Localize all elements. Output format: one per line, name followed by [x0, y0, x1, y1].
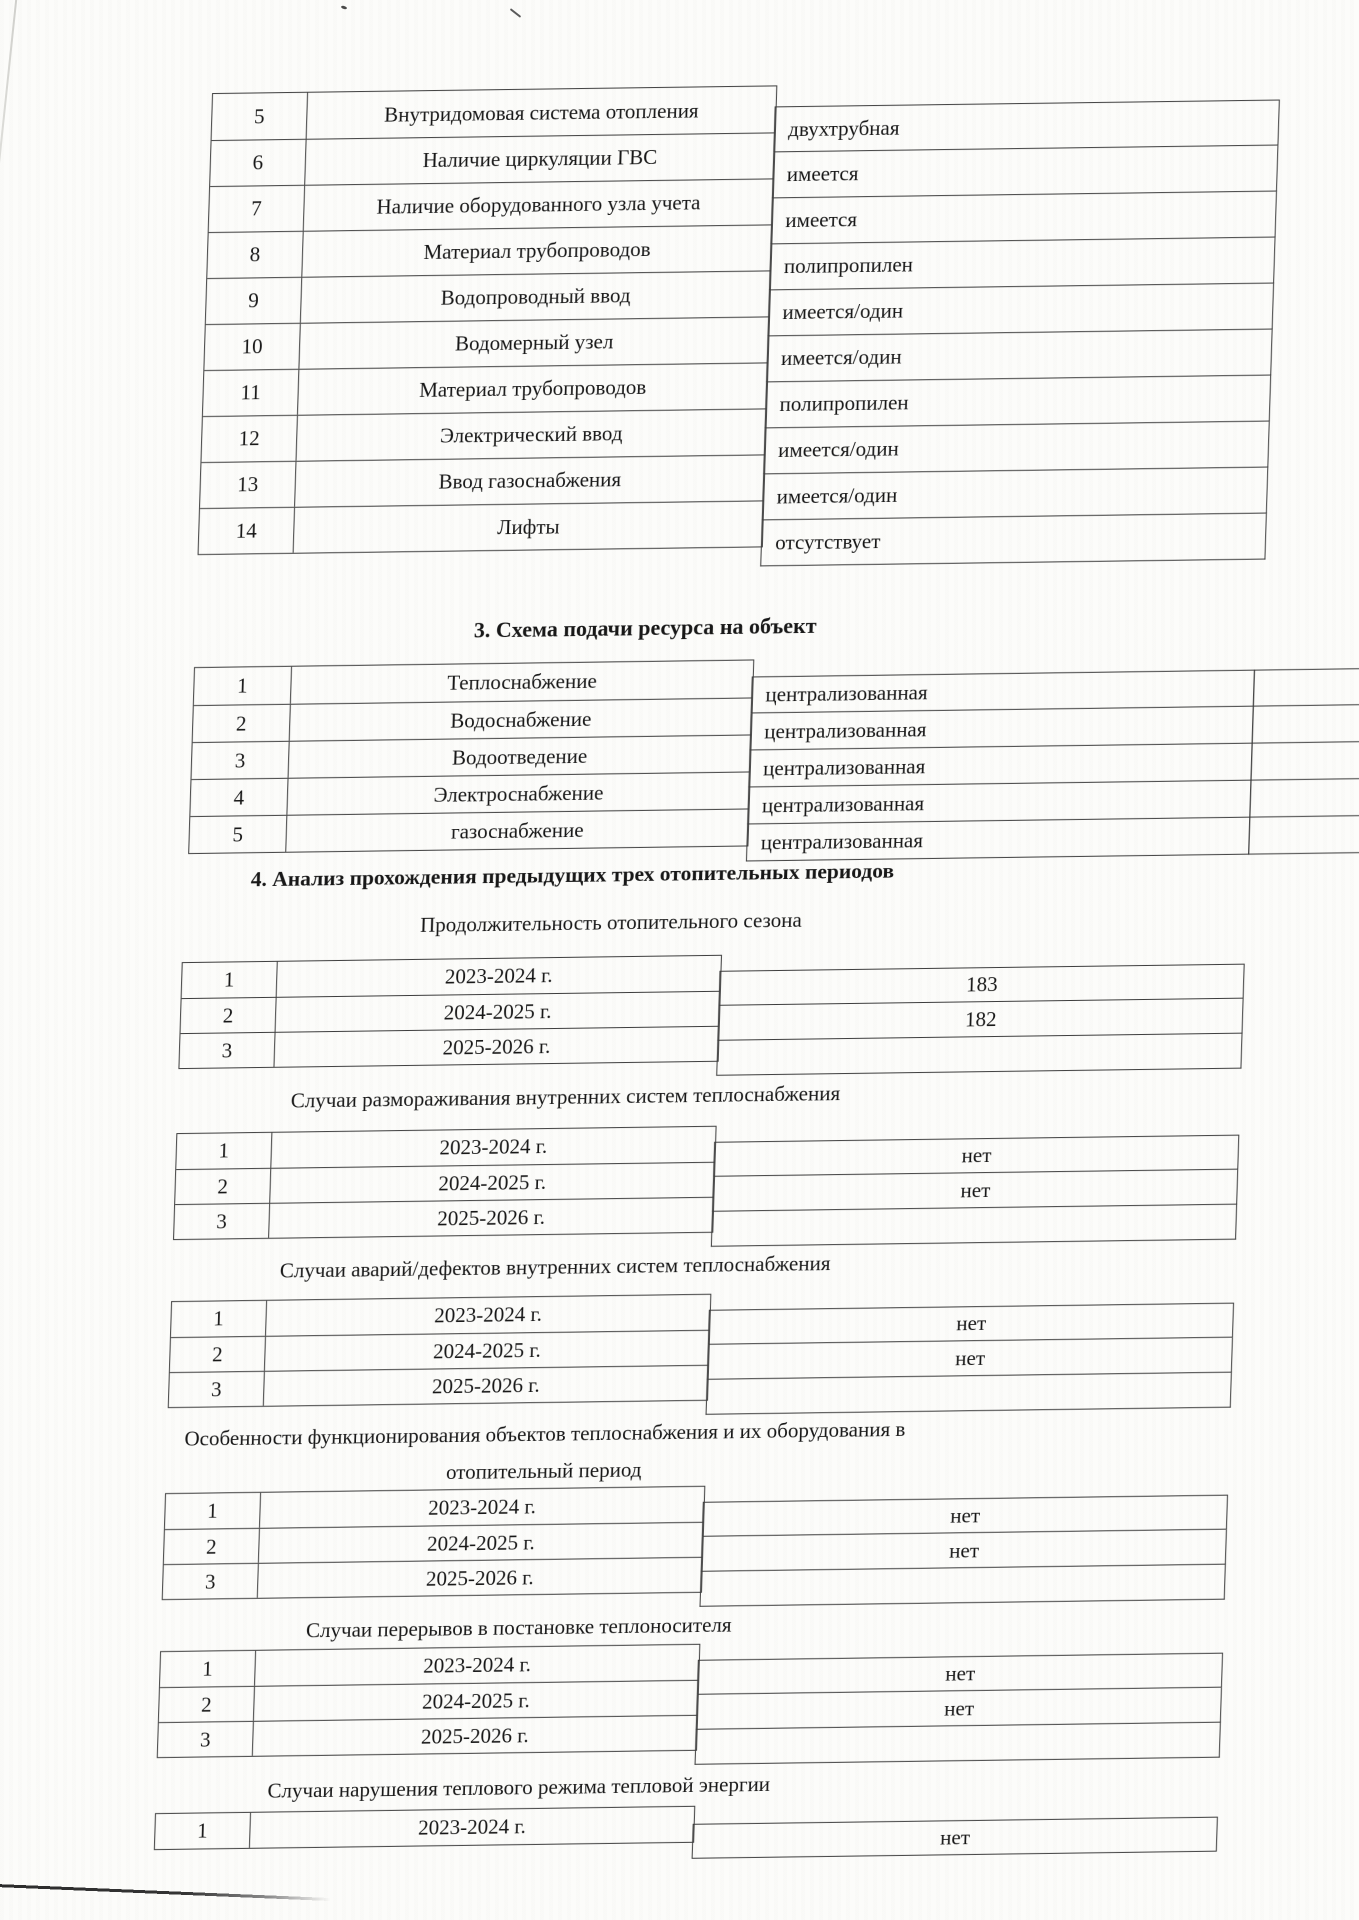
row-label: 2023-2024 г.	[422, 1652, 532, 1678]
row-label: 2024-2025 г.	[443, 998, 552, 1025]
table-row	[199, 500, 764, 554]
empty-cell	[1249, 778, 1359, 817]
row-value: нет	[697, 1653, 1223, 1695]
row-number: 2	[181, 998, 277, 1033]
row-number: 11	[203, 370, 299, 416]
table-row	[201, 408, 766, 462]
row-number: 1	[155, 1813, 251, 1849]
table-row	[192, 734, 751, 779]
table-row	[206, 270, 771, 324]
row-number: 7	[209, 186, 305, 232]
row-value: нет	[702, 1495, 1228, 1537]
table-row	[200, 454, 765, 508]
row-label: Наличие циркуляции ГВС	[422, 144, 658, 173]
season-table-main	[154, 1806, 695, 1850]
table-row	[203, 362, 768, 416]
table-row	[158, 1715, 697, 1757]
row-label: 2025-2026 г.	[420, 1722, 530, 1749]
row-label: Внутридомовая система отопления	[383, 97, 700, 127]
section3-heading: 3. Схема подачи ресурса на объект	[473, 612, 818, 643]
empty-cell	[1248, 815, 1359, 854]
value-column	[761, 100, 1281, 567]
row-label: Водопроводный ввод	[440, 283, 631, 310]
row-label: 2025-2026 г.	[425, 1564, 535, 1591]
table-row	[182, 956, 721, 998]
row-label: 2024-2025 г.	[438, 1169, 547, 1196]
value-column	[692, 1817, 1218, 1859]
empty-cell	[1253, 667, 1359, 706]
table-row	[212, 86, 777, 140]
table-row	[155, 1807, 694, 1849]
table-row	[189, 808, 748, 853]
row-value: 182	[718, 999, 1244, 1041]
table-title: Случаи нарушения теплового режима тепловой энергии	[267, 1771, 771, 1803]
row-value: нет	[692, 1817, 1218, 1859]
season-table-main	[173, 1126, 717, 1240]
row-value	[717, 1034, 1243, 1076]
row-label: 2023-2024 г.	[427, 1494, 537, 1520]
row-value: централизованная	[751, 670, 1255, 714]
empty-cell	[1251, 704, 1359, 743]
row-number: 13	[200, 462, 296, 508]
value-column	[706, 1303, 1235, 1415]
table-row	[210, 132, 775, 186]
table-title: Продолжительность отопительного сезона	[419, 907, 803, 937]
row-number: 2	[193, 705, 291, 742]
value-column	[695, 1653, 1224, 1765]
row-label: 2024-2025 г.	[432, 1337, 542, 1364]
resource-table-main	[188, 659, 754, 854]
season-table-main	[157, 1644, 701, 1758]
table-row	[207, 224, 772, 278]
row-value: централизованная	[749, 744, 1253, 788]
row-number: 10	[204, 324, 300, 370]
row-number: 12	[201, 416, 297, 462]
season-table-main	[178, 955, 722, 1069]
row-number: 1	[182, 962, 278, 998]
row-value: нет	[696, 1688, 1222, 1730]
row-value	[700, 1565, 1226, 1607]
row-value: 183	[719, 964, 1245, 1006]
table-row	[193, 697, 752, 742]
table-row	[209, 178, 774, 232]
row-label: Электроснабжение	[433, 779, 604, 807]
section4-heading: 4. Анализ прохождения предыдущих трех отопительных периодов	[250, 858, 895, 892]
row-label: 2025-2026 г.	[436, 1204, 546, 1231]
row-label: Водоотведение	[451, 743, 588, 770]
row-number: 1	[194, 667, 292, 705]
row-number: 14	[199, 508, 295, 554]
row-number: 2	[159, 1687, 255, 1722]
row-value: централизованная	[750, 707, 1254, 751]
table-row	[176, 1127, 715, 1169]
extra-column	[1248, 667, 1359, 854]
row-number: 3	[169, 1372, 265, 1407]
table-row	[179, 1026, 718, 1068]
row-number: 3	[192, 742, 290, 779]
table-row	[165, 1487, 704, 1529]
row-label: 2023-2024 г.	[444, 963, 554, 989]
row-value: нет	[701, 1530, 1227, 1572]
table-title: Случаи перерывов в постановке теплоносителя	[305, 1612, 733, 1643]
row-label: Ввод газоснабжения	[438, 467, 622, 494]
table-row	[170, 1330, 709, 1372]
row-value: имеется	[772, 146, 1279, 199]
table-title: Особенности функционирования объектов теплоснабжения и их оборудования в отопительный период	[184, 1417, 906, 1485]
row-number: 5	[189, 816, 287, 853]
row-value	[711, 1205, 1237, 1247]
table-row	[159, 1680, 698, 1722]
row-value	[695, 1723, 1221, 1765]
row-label: 2025-2026 г.	[431, 1372, 541, 1399]
row-number: 3	[158, 1722, 254, 1757]
value-column	[717, 964, 1246, 1076]
row-label: Водомерный узел	[454, 329, 614, 356]
row-value: нет	[712, 1170, 1238, 1212]
row-label: Электрический ввод	[439, 421, 623, 448]
row-value: нет	[707, 1338, 1233, 1380]
table-row	[194, 660, 753, 705]
row-label: 2023-2024 г.	[433, 1302, 543, 1328]
row-value: нет	[713, 1135, 1239, 1177]
row-number: 2	[170, 1337, 266, 1372]
row-number: 3	[179, 1033, 275, 1068]
row-number: 1	[165, 1493, 261, 1529]
row-value	[706, 1373, 1232, 1415]
row-number: 6	[210, 140, 306, 186]
row-number: 9	[206, 278, 302, 324]
row-value: имеется/один	[762, 468, 1269, 521]
row-value: полипропилен	[765, 376, 1272, 429]
row-label: Водоснабжение	[449, 706, 592, 733]
empty-cell	[1250, 741, 1359, 780]
equipment-table-main	[198, 85, 778, 555]
row-label: Лифты	[496, 514, 561, 540]
value-column	[746, 670, 1255, 862]
row-number: 1	[160, 1651, 256, 1687]
row-number: 8	[207, 232, 303, 278]
row-label: 2024-2025 г.	[426, 1529, 536, 1556]
row-number: 3	[163, 1564, 259, 1599]
row-value: двухтрубная	[774, 100, 1281, 153]
table-row	[169, 1365, 708, 1407]
row-value: имеется/один	[766, 330, 1273, 383]
row-number: 3	[174, 1204, 270, 1239]
table-row	[164, 1522, 703, 1564]
table-row	[175, 1162, 714, 1204]
row-label: Материал трубопроводов	[418, 375, 647, 403]
table-row	[181, 991, 720, 1033]
season-table-main	[168, 1294, 712, 1408]
table-row	[190, 771, 749, 816]
row-label: 2023-2024 г.	[417, 1814, 527, 1840]
table-row	[204, 316, 769, 370]
row-number: 1	[171, 1301, 267, 1337]
row-value: централизованная	[746, 818, 1250, 862]
row-label: 2024-2025 г.	[421, 1687, 531, 1714]
row-value: имеется/один	[763, 422, 1270, 475]
row-number: 5	[212, 93, 308, 140]
row-number: 4	[190, 779, 288, 816]
row-number: 2	[164, 1529, 260, 1564]
row-label: Теплоснабжение	[446, 668, 598, 695]
row-value: нет	[708, 1303, 1234, 1345]
table-row	[163, 1557, 702, 1599]
table-title: Случаи размораживания внутренних систем теплоснабжения	[290, 1081, 841, 1113]
row-number: 1	[176, 1133, 272, 1169]
season-table-main	[162, 1486, 706, 1600]
row-label: Наличие оборудованного узла учета	[376, 190, 701, 219]
table-row	[160, 1645, 699, 1687]
row-number: 2	[175, 1169, 271, 1204]
table-title: Случаи аварий/дефектов внутренних систем теплоснабжения	[279, 1251, 831, 1283]
row-value: отсутствует	[761, 514, 1268, 567]
row-value: централизованная	[747, 781, 1251, 825]
table-row	[171, 1295, 710, 1337]
table-row	[174, 1197, 713, 1239]
row-label: газоснабжение	[450, 817, 585, 844]
row-label: Материал трубопроводов	[423, 237, 652, 265]
row-label: 2025-2026 г.	[442, 1033, 551, 1060]
row-value: полипропилен	[769, 238, 1276, 291]
row-value: имеется/один	[768, 284, 1275, 337]
value-column	[700, 1495, 1229, 1607]
value-column	[711, 1135, 1240, 1247]
row-value: имеется	[771, 192, 1278, 245]
row-label: 2023-2024 г.	[439, 1134, 548, 1160]
